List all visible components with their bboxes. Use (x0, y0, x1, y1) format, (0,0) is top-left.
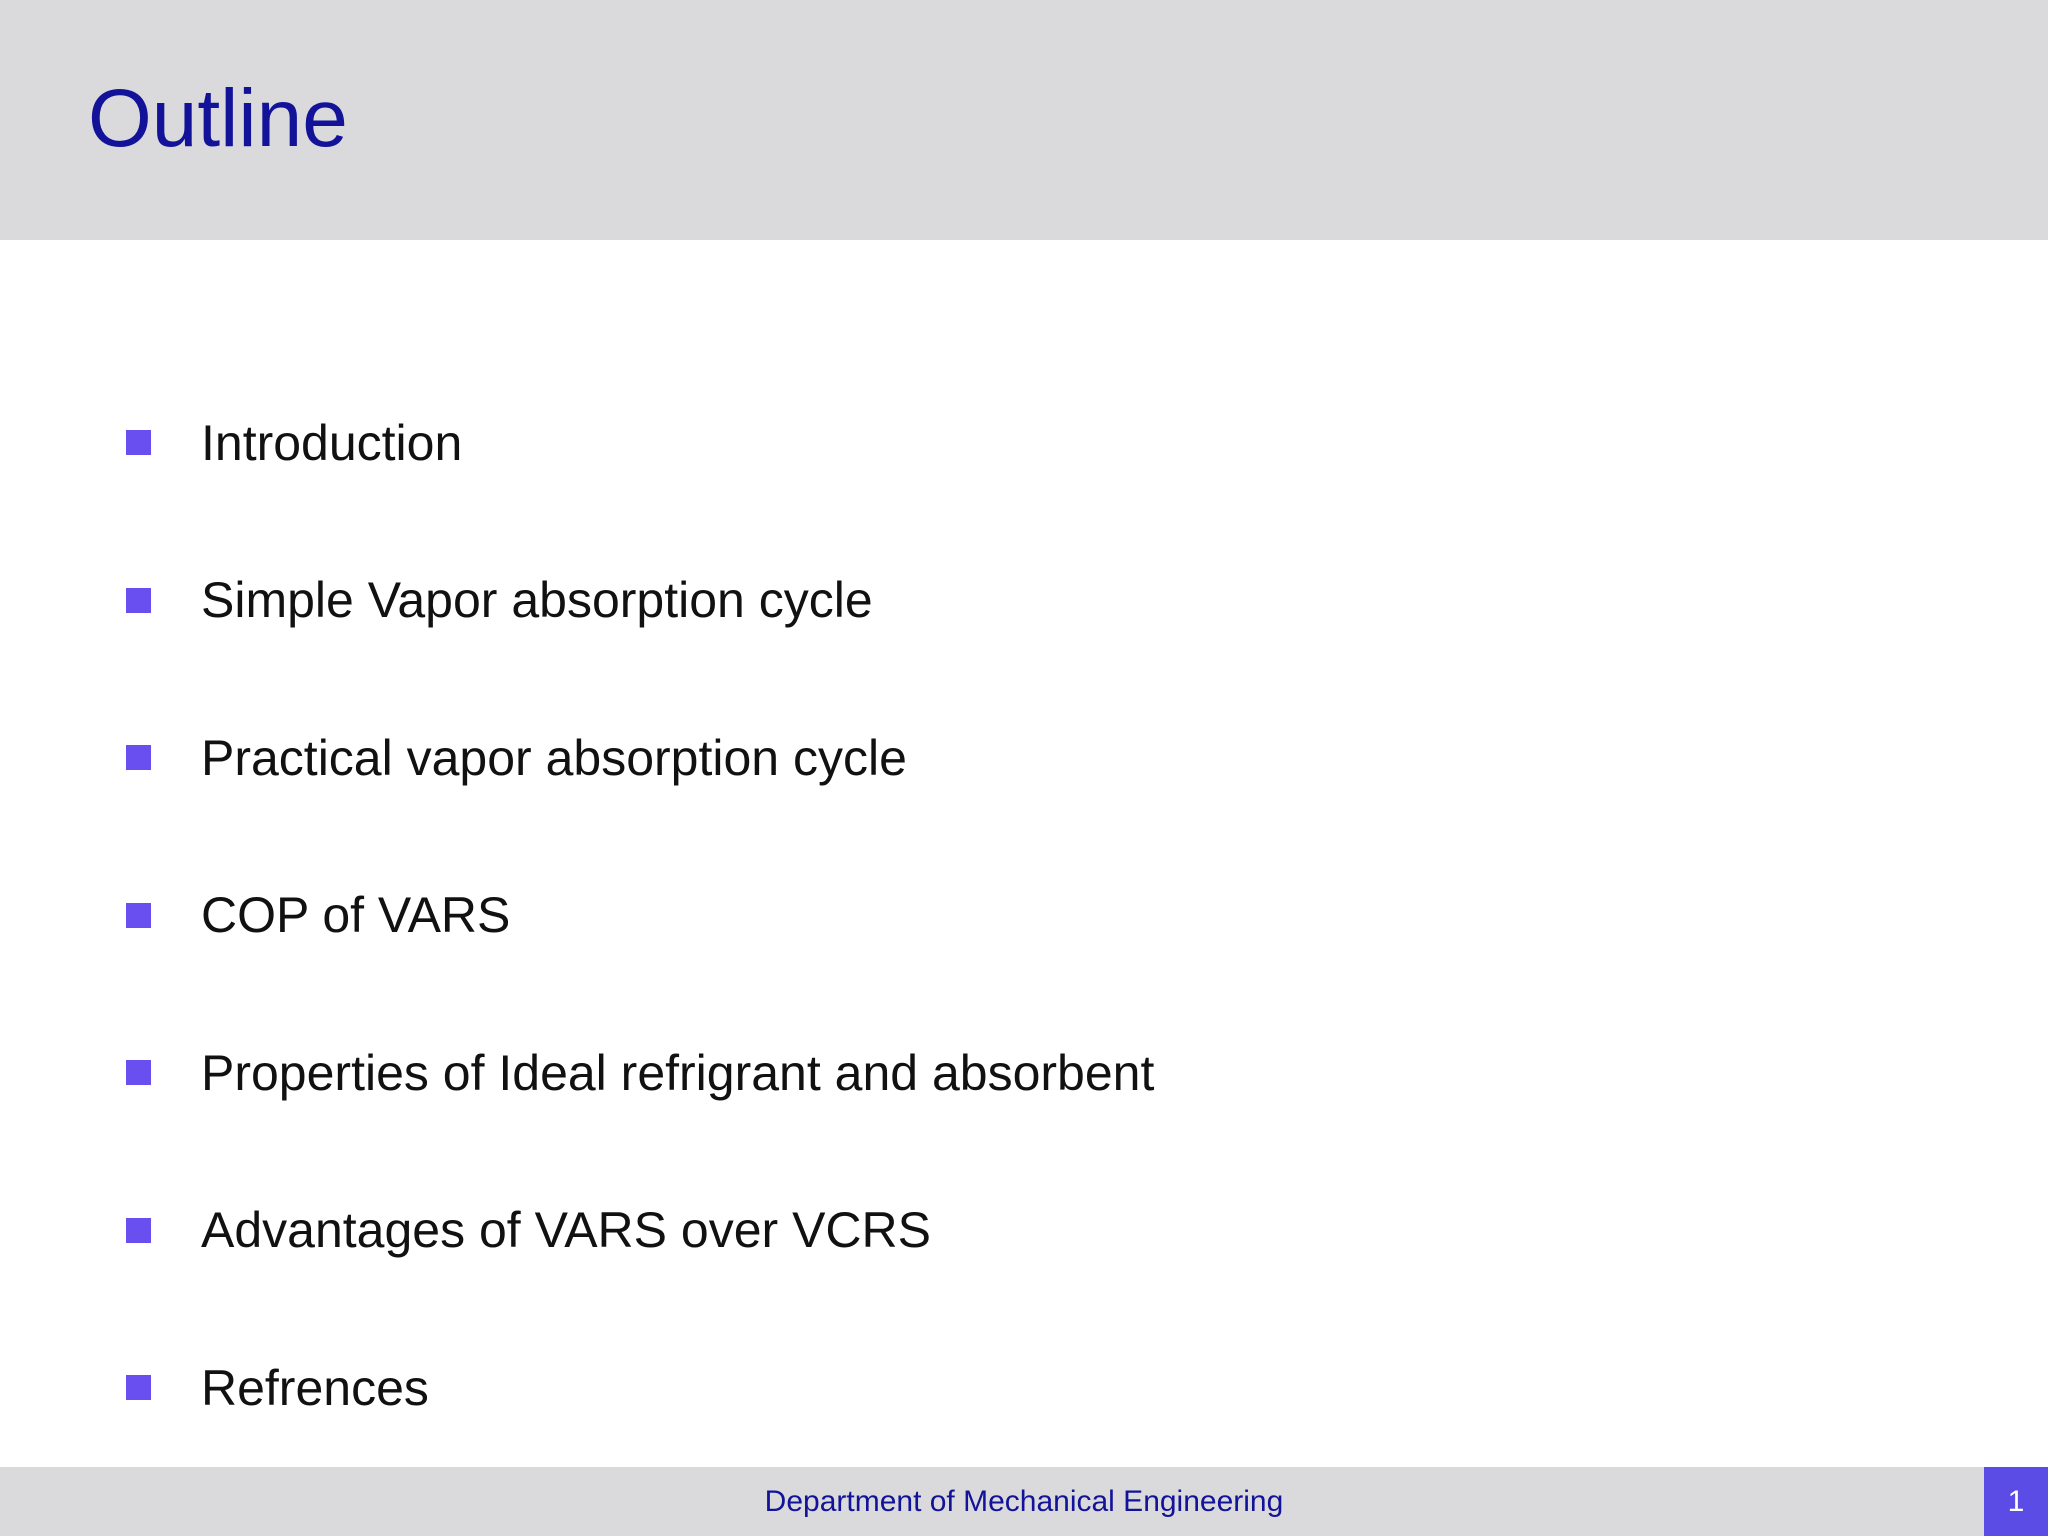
outline-item-practical-vapor-absorption-cycle (126, 679, 1826, 837)
outline-item-label: Simple Vapor absorption cycle (201, 572, 873, 629)
outline-item-label: Refrences (201, 1359, 429, 1416)
square-bullet-icon (126, 1060, 151, 1085)
outline-item-label: Introduction (201, 414, 463, 471)
outline-item-label: Advantages of VARS over VCRS (201, 1202, 931, 1259)
square-bullet-icon (126, 1375, 151, 1400)
outline-item-label: Practical vapor absorption cycle (201, 729, 907, 786)
outline-item-properties-ideal-refrigrant-absorbent (126, 994, 1826, 1152)
outline-item-simple-vapor-absorption-cycle (126, 522, 1826, 680)
department-footer-text: Department of Mechanical Engineering (764, 1485, 1284, 1518)
slide-title: Outline (88, 73, 348, 164)
page-number-badge: 1 (1984, 1467, 2048, 1536)
slide-footer (0, 1467, 2048, 1536)
outline-list (126, 364, 1826, 1467)
square-bullet-icon (126, 430, 151, 455)
slide-header (0, 0, 2048, 240)
square-bullet-icon (126, 903, 151, 928)
outline-item-refrences (126, 1309, 1826, 1467)
outline-item-advantages-vars-over-vcrs (126, 1152, 1826, 1310)
outline-item-label: Properties of Ideal refrigrant and absorbent (201, 1044, 1155, 1101)
square-bullet-icon (126, 588, 151, 613)
outline-item-introduction (126, 364, 1826, 522)
square-bullet-icon (126, 1218, 151, 1243)
outline-item-label: COP of VARS (201, 887, 511, 944)
outline-item-cop-of-vars (126, 837, 1826, 995)
square-bullet-icon (126, 745, 151, 770)
